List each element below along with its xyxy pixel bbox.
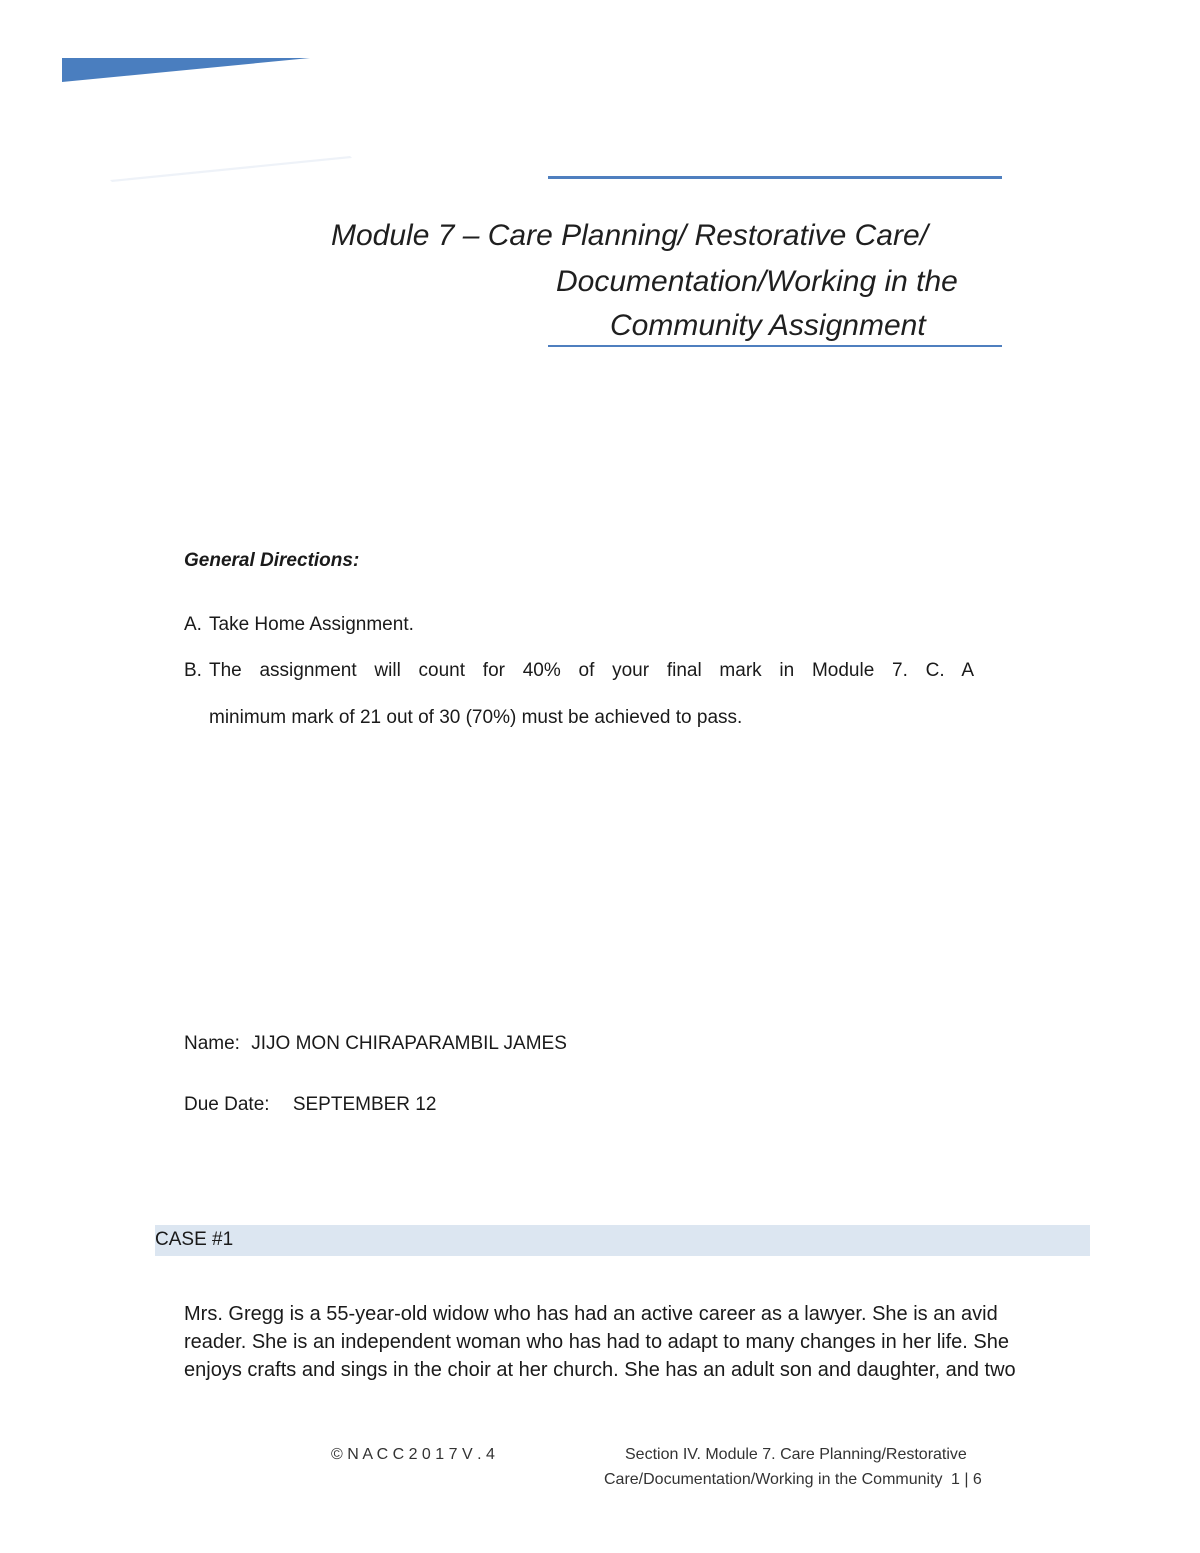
- header-decoration: [0, 0, 420, 200]
- title-top-rule: [548, 176, 1002, 179]
- page-title-line-2: Documentation/Working in the: [556, 265, 958, 298]
- name-label: Name:: [184, 1033, 240, 1054]
- name-value: JIJO MON CHIRAPARAMBIL JAMES: [251, 1033, 567, 1054]
- direction-a-text: Take Home Assignment.: [209, 614, 414, 635]
- case-line-2: reader. She is an independent woman who has had to adapt to many changes in her life. She: [184, 1331, 1009, 1353]
- footer-section-line-2: [604, 1471, 982, 1489]
- case-paragraph: [184, 1300, 1074, 1384]
- due-date-label: Due Date:: [184, 1094, 270, 1115]
- page-title-line-1: Module 7 – Care Planning/ Restorative Care/: [331, 219, 928, 252]
- title-bottom-rule: [548, 345, 1002, 347]
- case-header-bar: [155, 1225, 1090, 1256]
- direction-b-label: B.: [184, 660, 202, 681]
- case-line-3: enjoys crafts and sings in the choir at her church. She has an adult son and daughter, and two: [184, 1359, 1016, 1381]
- due-date-row: [184, 1094, 436, 1116]
- directions-heading: General Directions:: [184, 550, 360, 571]
- case-line-1: Mrs. Gregg is a 55-year-old widow who has had an active career as a lawyer. She is an avid: [184, 1303, 998, 1325]
- footer-section-text: Care/Documentation/Working in the Community: [604, 1471, 943, 1488]
- footer-section-line-1: Section IV. Module 7. Care Planning/Restorative: [625, 1446, 967, 1463]
- footer-page-number: 1 | 6: [950, 1471, 982, 1488]
- direction-b-text: The assignment will count for 40% of your final mark in Module 7. C. A: [209, 660, 974, 681]
- page-title-line-3: Community Assignment: [610, 309, 926, 342]
- header-faint-wedge: [110, 156, 352, 182]
- footer-copyright: © N A C C 2 0 1 7 V . 4: [331, 1446, 495, 1463]
- header-blue-wedge: [62, 58, 310, 82]
- case-title: CASE #1: [155, 1229, 234, 1250]
- due-date-value: SEPTEMBER 12: [292, 1094, 437, 1115]
- direction-b-continuation: minimum mark of 21 out of 30 (70%) must be achieved to pass.: [209, 707, 743, 728]
- direction-a-label: A.: [184, 614, 202, 635]
- name-row: [184, 1033, 567, 1055]
